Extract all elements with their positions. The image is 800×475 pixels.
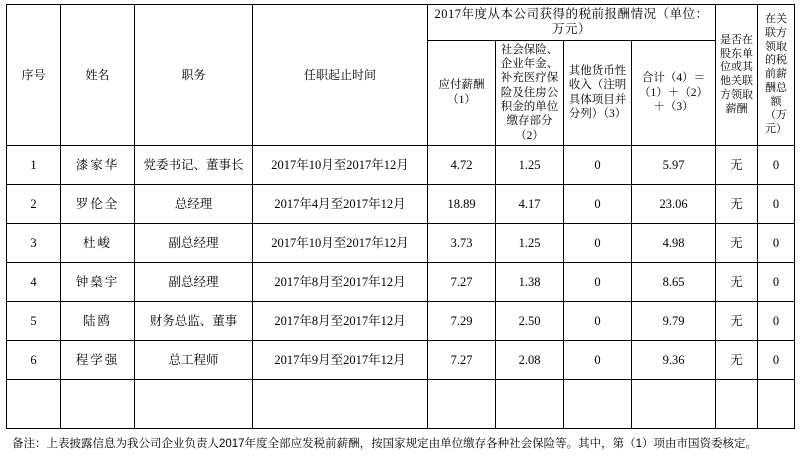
cell-is-related: 无	[716, 185, 758, 224]
cell-other: 0	[564, 146, 632, 185]
cell-insurance: 2.50	[496, 302, 564, 341]
header-name: 姓名	[61, 5, 135, 146]
cell-is-related: 无	[716, 146, 758, 185]
cell-total: 9.36	[632, 341, 716, 380]
table-row	[7, 224, 795, 263]
cell-pay: 18.89	[428, 185, 496, 224]
cell-seq: 1	[7, 146, 61, 185]
cell-name: 杜峻	[61, 224, 135, 263]
cell-term: 2017年4月至2017年12月	[253, 185, 428, 224]
cell-pay	[428, 380, 496, 429]
cell-insurance: 4.17	[496, 185, 564, 224]
cell-pay: 7.29	[428, 302, 496, 341]
cell-post: 副总经理	[135, 263, 253, 302]
cell-insurance: 1.38	[496, 263, 564, 302]
table-row	[7, 146, 795, 185]
cell-related-amount	[758, 380, 795, 429]
cell-is-related: 无	[716, 341, 758, 380]
header-total: 合计（4）＝（1）＋（2）＋（3）	[632, 40, 716, 146]
cell-related-amount: 0	[758, 146, 795, 185]
cell-other: 0	[564, 224, 632, 263]
cell-total: 23.06	[632, 185, 716, 224]
header-group-pretax-compensation: 2017年度从本公司获得的税前报酬情况（单位：万元）	[428, 5, 716, 41]
cell-other: 0	[564, 302, 632, 341]
table-row-empty	[7, 380, 795, 429]
table-row	[7, 263, 795, 302]
cell-total	[632, 380, 716, 429]
header-related-amount: 在关联方领取的税前薪酬总额（万元）	[758, 5, 795, 146]
header-post: 职务	[135, 5, 253, 146]
cell-post: 总工程师	[135, 341, 253, 380]
cell-name	[61, 380, 135, 429]
cell-related-amount: 0	[758, 263, 795, 302]
header-is-related: 是否在股东单位或其他关联方领取薪酬	[716, 5, 758, 146]
cell-is-related: 无	[716, 302, 758, 341]
cell-pay: 3.73	[428, 224, 496, 263]
cell-is-related: 无	[716, 224, 758, 263]
cell-term: 2017年10月至2017年12月	[253, 146, 428, 185]
cell-total: 9.79	[632, 302, 716, 341]
header-row-group	[7, 5, 795, 41]
cell-total: 8.65	[632, 263, 716, 302]
cell-other	[564, 380, 632, 429]
cell-is-related: 无	[716, 263, 758, 302]
salary-table	[6, 4, 795, 429]
cell-pay: 7.27	[428, 263, 496, 302]
cell-seq: 6	[7, 341, 61, 380]
cell-total: 5.97	[632, 146, 716, 185]
cell-related-amount: 0	[758, 185, 795, 224]
cell-name: 程学强	[61, 341, 135, 380]
header-seq: 序号	[7, 5, 61, 146]
cell-post: 党委书记、董事长	[135, 146, 253, 185]
cell-term	[253, 380, 428, 429]
cell-seq	[7, 380, 61, 429]
cell-post: 财务总监、董事	[135, 302, 253, 341]
cell-term: 2017年8月至2017年12月	[253, 302, 428, 341]
cell-term: 2017年9月至2017年12月	[253, 341, 428, 380]
cell-is-related	[716, 380, 758, 429]
table-row	[7, 185, 795, 224]
header-term: 任职起止时间	[253, 5, 428, 146]
cell-name: 陆鸥	[61, 302, 135, 341]
cell-name: 漆家华	[61, 146, 135, 185]
cell-other: 0	[564, 185, 632, 224]
header-insurance: 社会保险、企业年金、补充医疗保险及住房公积金的单位缴存部分（2）	[496, 40, 564, 146]
cell-name: 钟燊宇	[61, 263, 135, 302]
cell-insurance: 2.08	[496, 341, 564, 380]
cell-related-amount: 0	[758, 302, 795, 341]
cell-other: 0	[564, 263, 632, 302]
cell-seq: 5	[7, 302, 61, 341]
cell-post: 副总经理	[135, 224, 253, 263]
cell-name: 罗伦全	[61, 185, 135, 224]
cell-seq: 2	[7, 185, 61, 224]
table-body	[7, 146, 795, 429]
table-row	[7, 341, 795, 380]
footnote-text: 备注：上表披露信息为我公司企业负责人2017年度全部应发税前薪酬，按国家规定由单位缴存各种社会保险等。其中，第（1）项由市国资委核定。	[12, 438, 757, 451]
cell-term: 2017年8月至2017年12月	[253, 263, 428, 302]
cell-other: 0	[564, 341, 632, 380]
header-other-income: 其他货币性收入（注明具体项目并分列）（3）	[564, 40, 632, 146]
cell-post: 总经理	[135, 185, 253, 224]
cell-pay: 4.72	[428, 146, 496, 185]
cell-insurance: 1.25	[496, 146, 564, 185]
cell-insurance	[496, 380, 564, 429]
table-row	[7, 302, 795, 341]
cell-related-amount: 0	[758, 341, 795, 380]
cell-post	[135, 380, 253, 429]
table-header	[7, 5, 795, 146]
cell-term: 2017年10月至2017年12月	[253, 224, 428, 263]
cell-related-amount: 0	[758, 224, 795, 263]
header-pay: 应付薪酬（1）	[428, 40, 496, 146]
cell-seq: 3	[7, 224, 61, 263]
cell-pay: 7.27	[428, 341, 496, 380]
cell-insurance: 1.25	[496, 224, 564, 263]
cell-total: 4.98	[632, 224, 716, 263]
cell-seq: 4	[7, 263, 61, 302]
